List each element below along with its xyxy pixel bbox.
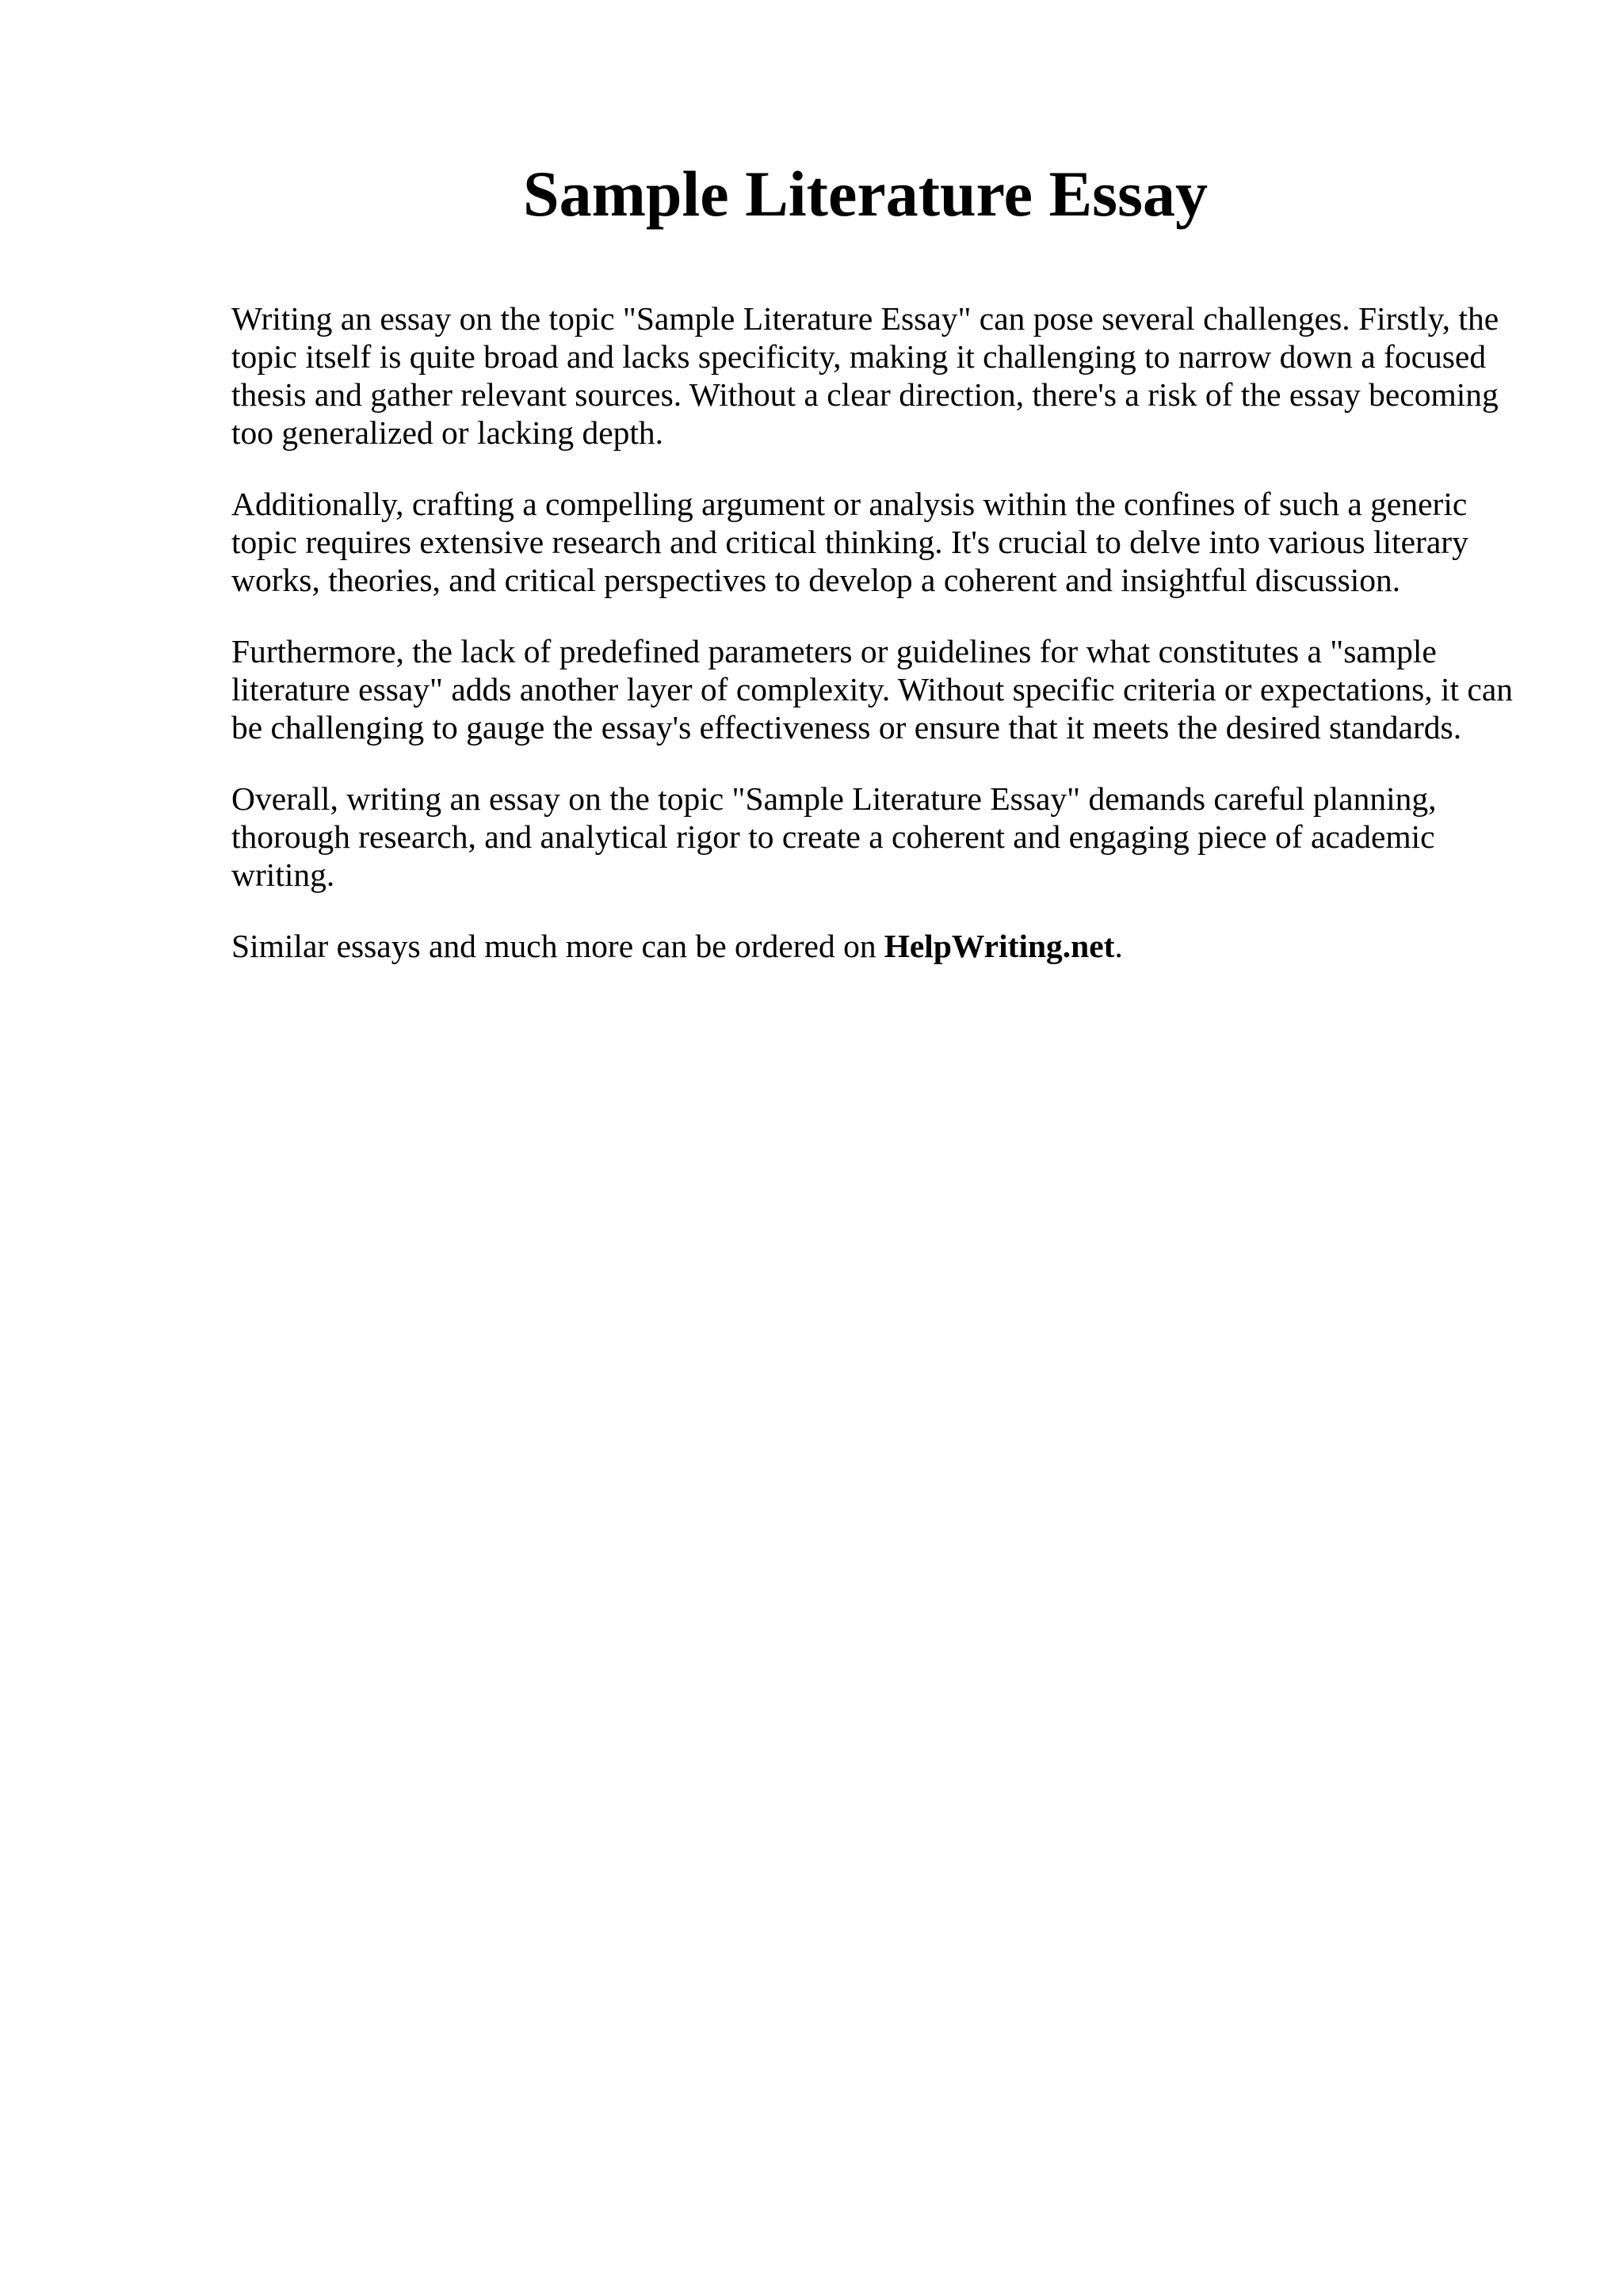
paragraph-1 <box>231 299 1531 452</box>
paragraph-line: Furthermore, the lack of predefined parameters or guidelines for what constitutes a "sample <box>231 633 1437 669</box>
paragraph-line: Overall, writing an essay on the topic "Sample Literature Essay" demands careful planning, <box>231 780 1437 817</box>
paragraph-4 <box>231 780 1531 894</box>
paragraph-line: literature essay" adds another layer of complexity. Without specific criteria or expectations, it can <box>231 671 1514 707</box>
closing-text: Similar essays and much more can be ordered on <box>231 928 876 964</box>
closing-paragraph <box>231 927 1531 965</box>
helpwriting-link[interactable]: HelpWriting.net <box>884 928 1115 964</box>
paragraph-line: topic itself is quite broad and lacks specificity, making it challenging to narrow down a focused <box>231 338 1487 375</box>
paragraph-2 <box>231 485 1531 599</box>
document-title: Sample Literature Essay <box>522 158 1208 230</box>
document-body <box>231 299 1531 998</box>
paragraph-line: thorough research, and analytical rigor to create a coherent and engaging piece of academic <box>231 818 1435 855</box>
paragraph-line: Additionally, crafting a compelling argument or analysis within the confines of such a generic <box>231 486 1468 522</box>
paragraph-line: writing. <box>231 856 335 893</box>
paragraph-line: thesis and gather relevant sources. Without a clear direction, there's a risk of the essay becoming <box>231 376 1499 413</box>
paragraph-line: works, theories, and critical perspectives to develop a coherent and insightful discussion. <box>231 562 1401 598</box>
paragraph-line: topic requires extensive research and critical thinking. It's crucial to delve into various literary <box>231 524 1468 560</box>
closing-suffix: . <box>1114 928 1123 964</box>
paragraph-line: too generalized or lacking depth. <box>231 414 664 451</box>
paragraph-line: Writing an essay on the topic "Sample Literature Essay" can pose several challenges. Firstly, the <box>231 300 1499 337</box>
paragraph-line: be challenging to gauge the essay's effectiveness or ensure that it meets the desired standards. <box>231 709 1462 746</box>
paragraph-3 <box>231 632 1531 746</box>
